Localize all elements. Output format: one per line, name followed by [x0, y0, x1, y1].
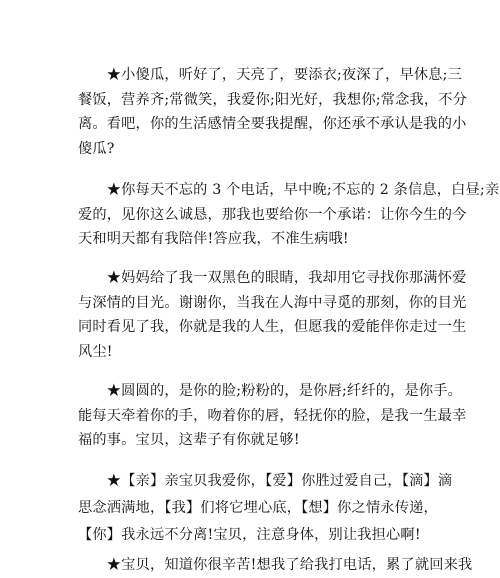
- text-line: ★圆圆的，是你的脸;粉粉的，是你唇;纤纤的，是你手。: [78, 383, 463, 399]
- text-line: 傻瓜?: [78, 140, 115, 157]
- text-line: 能每天牵着你的手，吻着你的唇，轻抚你的脸，是我一生最幸: [78, 407, 467, 424]
- text-line: ★妈妈给了我一双黑色的眼睛，我却用它寻找你那满怀爱: [78, 270, 467, 286]
- text-line: 风尘!: [78, 343, 113, 360]
- paragraph: [78, 468, 453, 549]
- text-line: 天和明天都有我陪伴!答应我，不准生病哦!: [78, 231, 349, 247]
- text-line: 思念洒满地，【我】们将它埋心底，【想】你之情永传递，: [78, 500, 438, 516]
- text-line: ★宝贝，知道你很辛苦!想我了给我打电话，累了就回来我: [78, 557, 473, 573]
- text-line: ★【亲】亲宝贝我爱你，【爱】你胜过爱自己，【滴】滴: [78, 473, 453, 489]
- text-line: 与深情的目光。谢谢你，当我在人海中寻觅的那刻，你的目光: [78, 294, 467, 311]
- text-line: 离。看吧，你的生活感情全要我提醒，你还承不承认是我的小: [78, 116, 467, 132]
- text-line: 同时看见了我，你就是我的人生，但愿我的爱能伴你走过一生: [78, 319, 467, 335]
- text-line: 福的事。宝贝，这辈子有你就足够!: [78, 432, 300, 448]
- text-line: 爱的，见你这么诚恳，那我也要给你一个承诺：让你今生的今: [78, 206, 467, 223]
- paragraph: [78, 178, 500, 252]
- paragraph: [78, 266, 467, 364]
- text-line: 【你】我永远不分离!宝贝，注意身体，别让我担心啊!: [78, 527, 421, 543]
- paragraph: [78, 553, 473, 578]
- text-line: 餐饭，营养齐;常微笑，我爱你;阳光好，我想你;常念我，不分: [78, 91, 468, 108]
- text-line: ★你每天不忘的 3 个电话，早中晚;不忘的 2 条信息，白昼;亲: [78, 182, 500, 198]
- paragraph: [78, 379, 467, 453]
- paragraph: [78, 63, 468, 161]
- text-line: ★小傻瓜，听好了，天亮了，要添衣;夜深了，早休息;三: [78, 67, 463, 83]
